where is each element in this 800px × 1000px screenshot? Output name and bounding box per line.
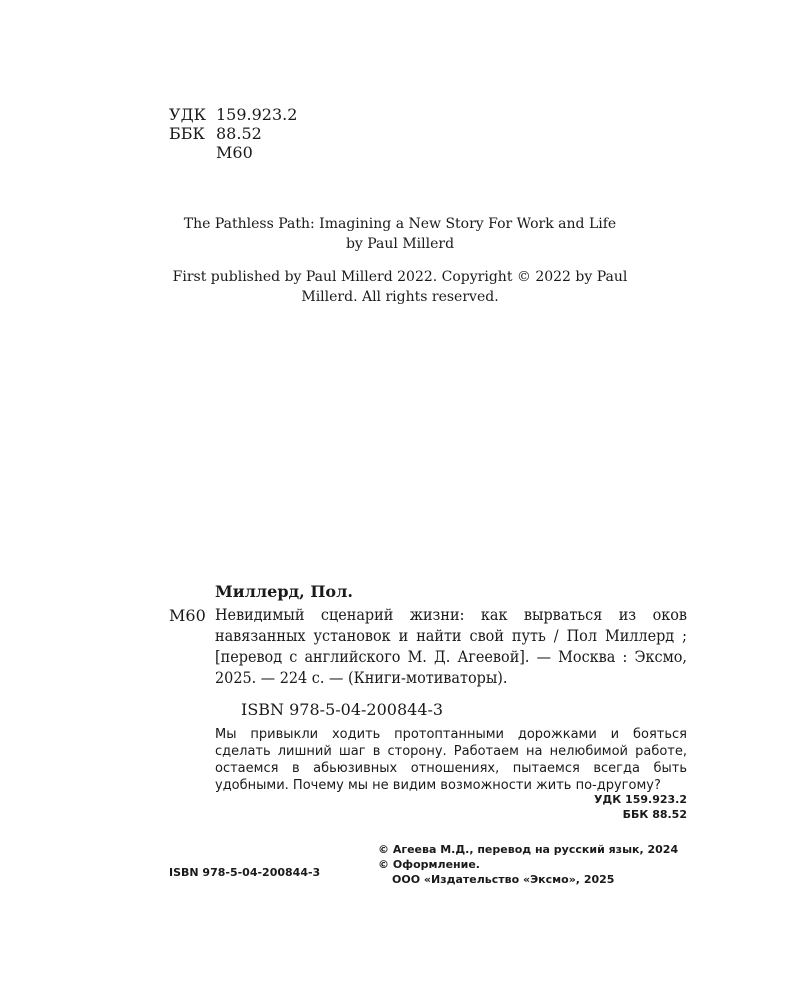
original-copyright xyxy=(160,267,640,307)
original-copyright-text: First published by Paul Millerd 2022. Copyright © 2022 by Paul Millerd. All rights reserved. xyxy=(172,269,628,305)
bbk-value: 88.52 xyxy=(216,124,262,143)
udk-label: УДК xyxy=(169,105,206,124)
card-description: Невидимый сценарий жизни: как вырваться из оков навязанных установок и найти свой путь / Пол Миллерд ; [перевод с английского М. Д. Агеевой]. — Москва : Эксмо, 2025. — 224 с. — (Книги-мотиваторы). xyxy=(215,605,687,687)
card-author-mark: М60 xyxy=(169,606,206,625)
udk-value: 159.923.2 xyxy=(216,105,298,124)
original-title: The Pathless Path: Imagining a New Story For Work and Life xyxy=(183,216,617,232)
card-isbn: ISBN 978-5-04-200844-3 xyxy=(241,700,444,719)
classification-block xyxy=(169,105,297,162)
card-index-block xyxy=(560,792,687,822)
card-author: Миллерд, Пол. xyxy=(215,582,353,601)
card-udk: УДК 159.923.2 xyxy=(593,793,687,806)
bbk-row xyxy=(169,124,297,143)
original-title-block xyxy=(160,214,640,254)
card-annotation: Мы привыкли ходить протоптанными дорожками и бояться сделать лишний шаг в сторону. Работаем на нелюбимой работе, остаемся в абьюзивных отношениях, пытаемся всегда быть удобными. Почему мы не видим возможности жить по-другому? xyxy=(215,727,687,793)
author-mark: М60 xyxy=(216,143,253,162)
publisher-copyright: ООО «Издательство «Эксмо», 2025 xyxy=(392,873,615,886)
bbk-label: ББК xyxy=(169,124,205,143)
design-copyright: © Оформление. xyxy=(378,858,480,871)
translation-copyright: © Агеева М.Д., перевод на русский язык, 2024 xyxy=(378,843,679,856)
imprint-isbn: ISBN 978-5-04-200844-3 xyxy=(169,866,321,879)
copyright-block xyxy=(378,842,678,887)
card-bbk: ББК 88.52 xyxy=(622,808,687,821)
udk-row xyxy=(169,105,297,124)
author-mark-row xyxy=(169,143,297,162)
original-author: by Paul Millerd xyxy=(345,236,455,252)
